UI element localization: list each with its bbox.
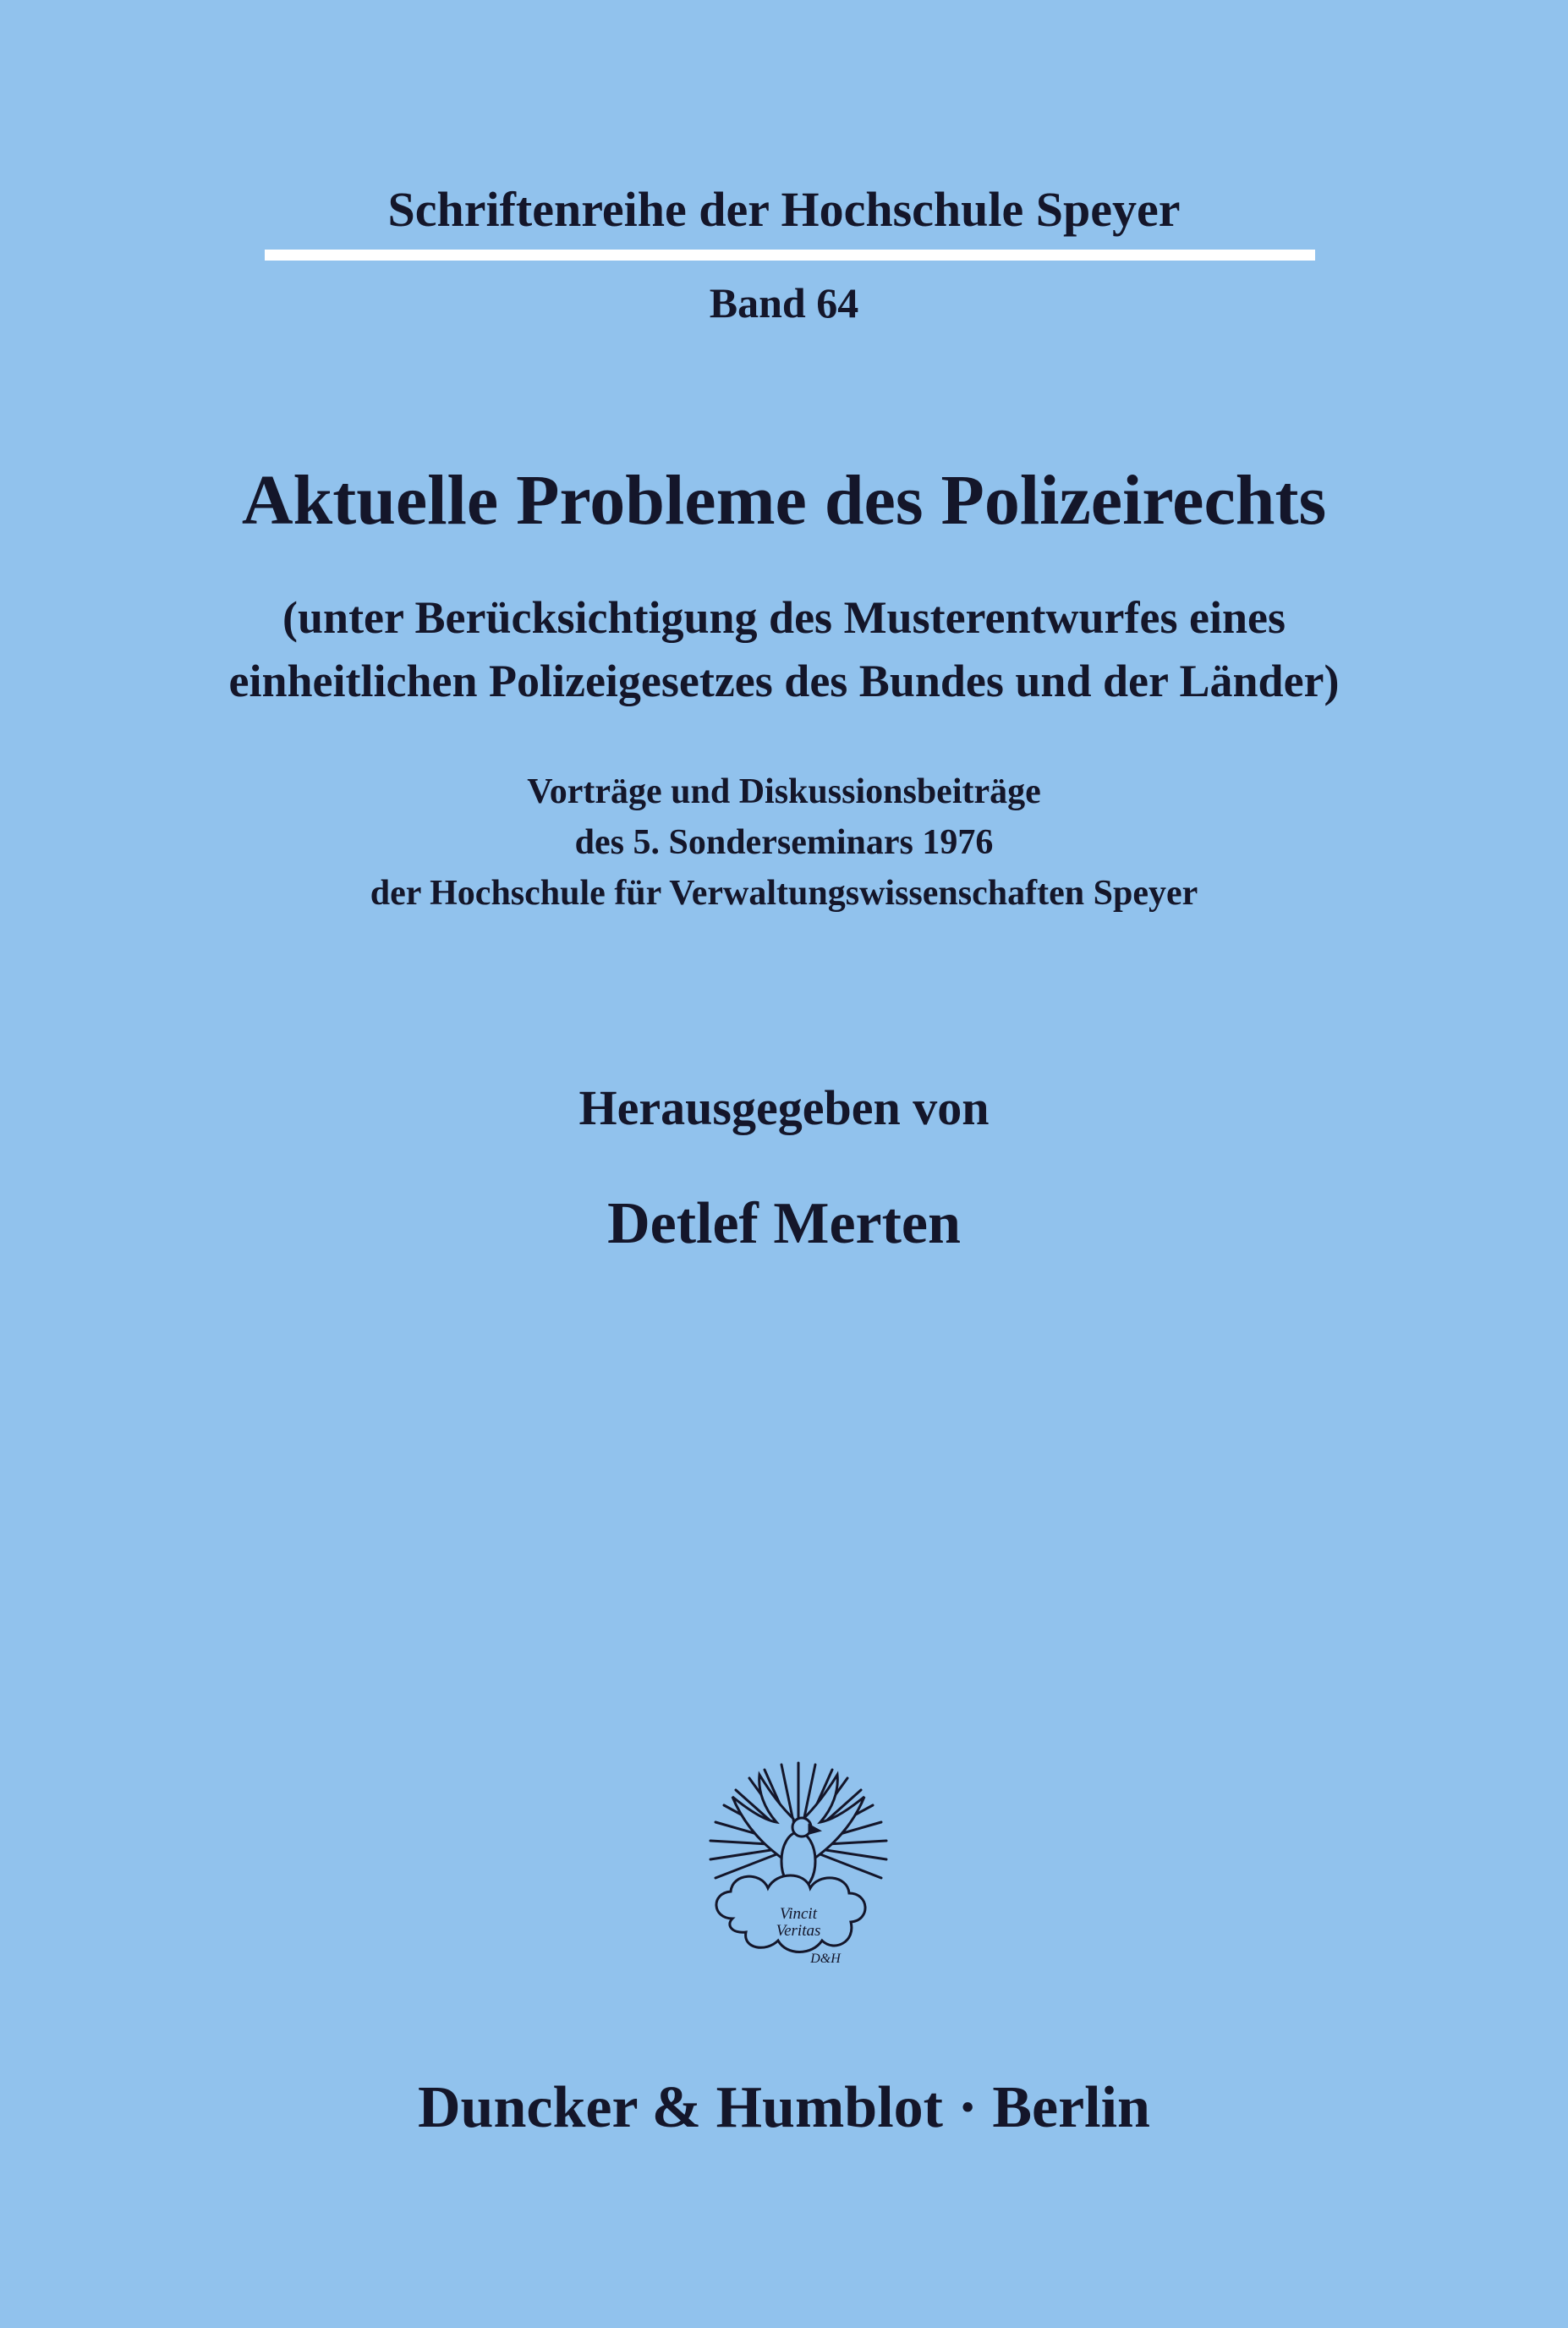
edited-by-label: Herausgegeben von: [578, 1080, 990, 1135]
description-line: des 5. Sonderseminars 1976: [574, 823, 994, 862]
editor-name: Detlef Merten: [607, 1191, 961, 1256]
series-divider: [265, 250, 1315, 261]
description-line: Vorträge und Diskussionsbeiträge: [527, 772, 1041, 811]
svg-text:Veritas: Veritas: [776, 1922, 821, 1940]
description-line: der Hochschule für Verwaltungswissenschaften Speyer: [370, 874, 1198, 913]
series-title: Schriftenreihe der Hochschule Speyer: [387, 182, 1181, 237]
subtitle-line: einheitlichen Polizeigesetzes des Bundes und der Länder): [228, 656, 1340, 706]
book-description: [0, 766, 1568, 919]
subtitle-line: (unter Berücksichtigung des Musterentwurfes eines: [282, 592, 1286, 643]
svg-text:D&H: D&H: [810, 1952, 841, 1966]
svg-text:Vincit: Vincit: [780, 1905, 817, 1923]
book-title: Aktuelle Probleme des Polizeirechts: [241, 461, 1327, 540]
publisher-imprint: Duncker & Humblot · Berlin: [418, 2075, 1150, 2140]
book-subtitle: [0, 586, 1568, 713]
publisher-eagle-emblem-icon: [699, 1753, 898, 1986]
volume-number: Band 64: [709, 279, 859, 327]
